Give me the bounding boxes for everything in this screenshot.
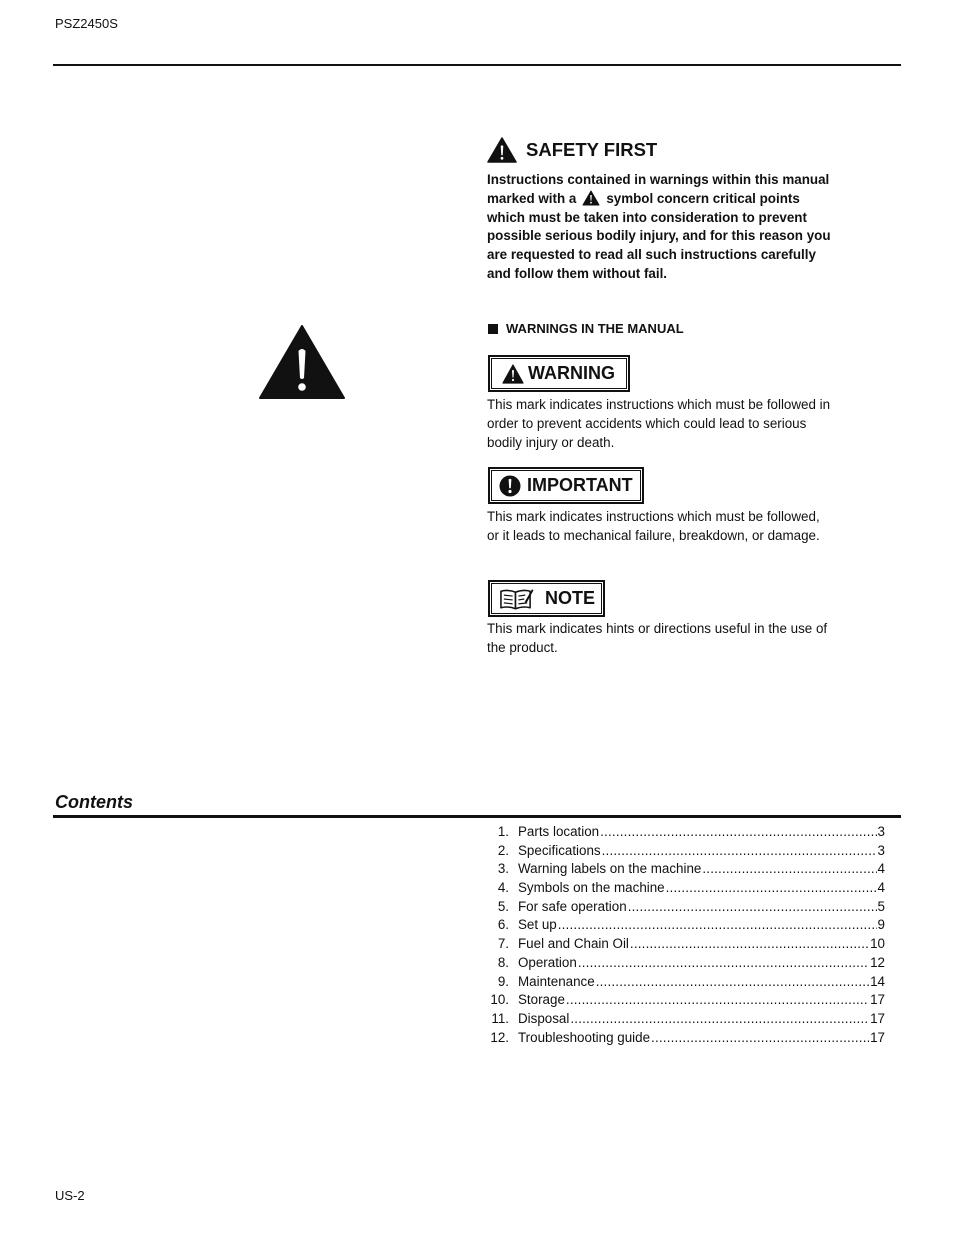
toc-title: Symbols on the machine bbox=[518, 880, 665, 896]
toc-leader bbox=[628, 899, 877, 914]
page-number: US-2 bbox=[55, 1188, 85, 1203]
toc-title: Specifications bbox=[518, 842, 601, 858]
safety-first-heading bbox=[487, 137, 657, 163]
model-number: PSZ2450S bbox=[55, 16, 118, 31]
warning-triangle-icon bbox=[487, 137, 517, 163]
safety-first-text bbox=[487, 171, 832, 284]
warning-description: This mark indicates instructions which must be followed in order to prevent accidents which could lead to serious bodily injury or death. bbox=[487, 397, 831, 450]
toc-number: 10. bbox=[490, 992, 509, 1008]
toc-title: For safe operation bbox=[518, 898, 627, 914]
toc-page: 9 bbox=[877, 917, 885, 933]
toc-item[interactable] bbox=[487, 899, 885, 918]
toc-number: 6. bbox=[497, 917, 509, 933]
toc-page: 17 bbox=[870, 992, 885, 1008]
note-label-text: NOTE bbox=[544, 588, 595, 608]
toc-number: 3. bbox=[497, 861, 509, 877]
toc-leader bbox=[602, 843, 877, 858]
large-warning-triangle-icon bbox=[259, 325, 345, 400]
toc-leader bbox=[651, 1030, 869, 1045]
toc-leader bbox=[702, 861, 876, 876]
table-of-contents bbox=[487, 824, 885, 1048]
open-book-icon bbox=[499, 587, 534, 611]
toc-leader bbox=[566, 992, 869, 1007]
inline-warning-triangle-icon bbox=[582, 190, 600, 206]
toc-item[interactable] bbox=[487, 824, 885, 843]
toc-leader bbox=[666, 880, 877, 895]
toc-page: 14 bbox=[870, 973, 885, 989]
toc-item[interactable] bbox=[487, 917, 885, 936]
toc-page: 12 bbox=[870, 954, 885, 970]
toc-item[interactable] bbox=[487, 936, 885, 955]
note-description: This mark indicates hints or directions useful in the use of the product. bbox=[487, 621, 828, 655]
toc-item[interactable] bbox=[487, 955, 885, 974]
toc-title: Storage bbox=[518, 992, 565, 1008]
toc-number: 1. bbox=[497, 824, 509, 839]
toc-item[interactable] bbox=[487, 992, 885, 1011]
warning-triangle-icon bbox=[502, 364, 524, 384]
toc-number: 5. bbox=[497, 898, 509, 914]
toc-page: 4 bbox=[877, 880, 885, 896]
toc-leader bbox=[630, 936, 869, 951]
header-rule bbox=[53, 64, 901, 66]
note-label bbox=[488, 580, 605, 617]
toc-title: Maintenance bbox=[518, 973, 595, 989]
toc-page: 3 bbox=[877, 824, 885, 839]
toc-title: Parts location bbox=[518, 824, 600, 839]
toc-leader bbox=[578, 955, 869, 970]
toc-number: 2. bbox=[497, 842, 509, 858]
warnings-in-manual-heading bbox=[488, 321, 684, 336]
important-label bbox=[488, 467, 644, 504]
toc-number: 4. bbox=[497, 880, 509, 896]
toc-item[interactable] bbox=[487, 1011, 885, 1030]
warning-label bbox=[488, 355, 630, 392]
toc-number: 9. bbox=[497, 973, 509, 989]
warning-label-text: WARNING bbox=[528, 363, 615, 383]
contents-rule bbox=[53, 815, 901, 818]
safety-text-part-1: Instructions contained in warnings within this manual marked with a bbox=[487, 172, 830, 206]
safety-first-title: SAFETY FIRST bbox=[526, 139, 658, 160]
exclamation-circle-icon bbox=[499, 475, 521, 497]
toc-title: Operation bbox=[518, 954, 577, 970]
toc-number: 12. bbox=[490, 1029, 509, 1045]
toc-number: 11. bbox=[491, 1010, 509, 1026]
toc-leader bbox=[600, 824, 876, 839]
toc-leader bbox=[570, 1011, 869, 1026]
toc-number: 8. bbox=[497, 954, 509, 970]
square-bullet-icon bbox=[488, 324, 498, 334]
important-description: This mark indicates instructions which must be followed, or it leads to mechanical failure, breakdown, or damage. bbox=[487, 509, 820, 543]
toc-page: 17 bbox=[870, 1029, 885, 1045]
toc-page: 10 bbox=[870, 936, 885, 952]
toc-title: Warning labels on the machine bbox=[518, 861, 702, 877]
toc-title: Set up bbox=[518, 917, 557, 933]
contents-title: Contents bbox=[55, 792, 133, 812]
toc-item[interactable] bbox=[487, 843, 885, 862]
safety-text-part-2: symbol concern critical points which must be taken into consideration to prevent possible serious bodily injury, and for this reason you are requested to read all such instructions carefully and follow them without fail. bbox=[487, 190, 831, 281]
toc-page: 5 bbox=[877, 898, 885, 914]
toc-title: Fuel and Chain Oil bbox=[518, 936, 629, 952]
toc-title: Disposal bbox=[518, 1010, 570, 1026]
toc-leader bbox=[558, 917, 877, 932]
toc-item[interactable] bbox=[487, 974, 885, 993]
toc-page: 4 bbox=[877, 861, 885, 877]
important-label-text: IMPORTANT bbox=[527, 475, 633, 495]
toc-item[interactable] bbox=[487, 880, 885, 899]
toc-item[interactable] bbox=[487, 1030, 885, 1049]
toc-page: 17 bbox=[870, 1010, 885, 1026]
toc-number: 7. bbox=[497, 936, 509, 952]
warnings-in-manual-title: WARNINGS IN THE MANUAL bbox=[506, 321, 684, 336]
toc-page: 3 bbox=[877, 842, 885, 858]
toc-leader bbox=[596, 974, 869, 989]
toc-item[interactable] bbox=[487, 861, 885, 880]
toc-title: Troubleshooting guide bbox=[518, 1029, 651, 1045]
